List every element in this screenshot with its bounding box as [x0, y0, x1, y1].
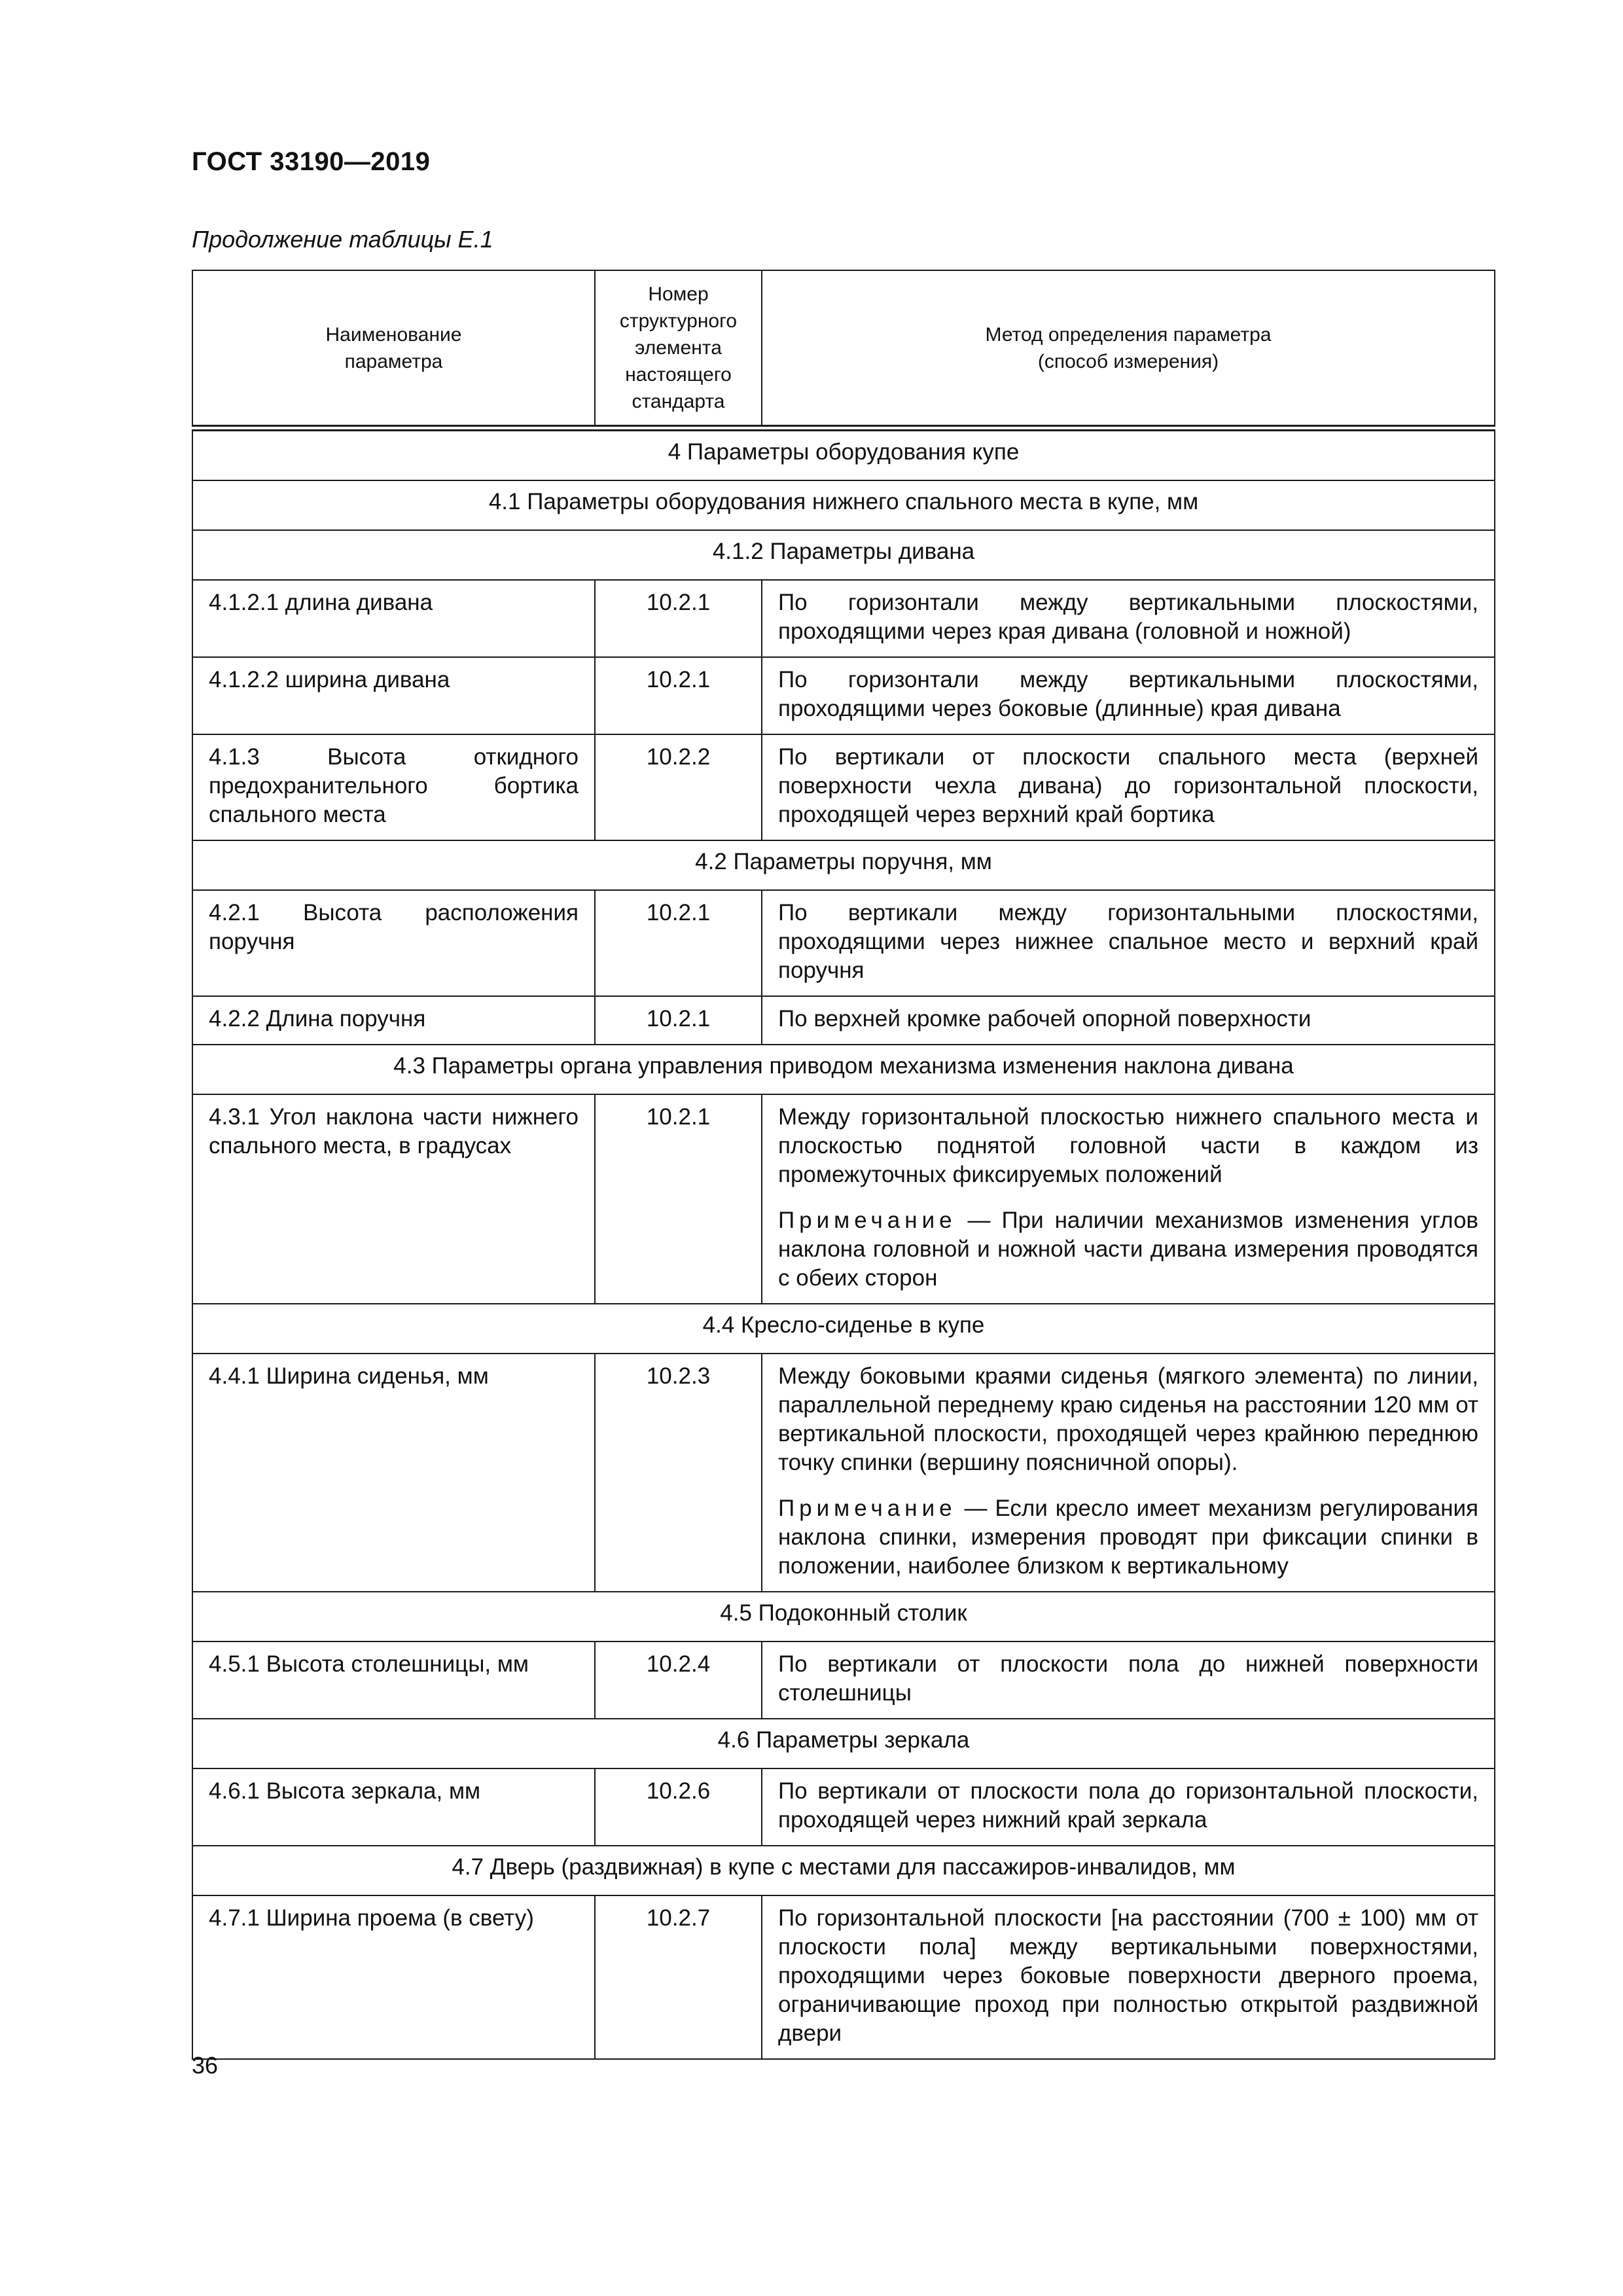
- parameters-table: [192, 270, 1495, 2060]
- clause-number-cell: 10.2.4: [595, 1641, 762, 1719]
- note-label: Примечание: [778, 1208, 957, 1233]
- note-text: — Если кресло имеет механизм регулирования наклона спинки, измерения проводят при фиксации спинки в положении, наиболее близком к вертикальному: [778, 1496, 1478, 1579]
- parameter-cell: 4.1.2.2 ширина дивана: [192, 657, 595, 734]
- method-cell: [762, 1895, 1495, 2059]
- method-cell: [762, 1768, 1495, 1846]
- column-header-clause: Номер структурного элемента настоящего стандарта: [595, 270, 762, 428]
- method-note: [778, 1206, 1478, 1293]
- parameter-cell: 4.7.1 Ширина проема (в свету): [192, 1895, 595, 2059]
- table-row: [192, 734, 1495, 840]
- method-text: По вертикали между горизонтальными плоскостями, проходящими через нижнее спальное место и верхний край поручня: [778, 900, 1478, 983]
- method-text: По вертикали от плоскости пола до горизонтальной плоскости, проходящей через нижний край зеркала: [778, 1778, 1478, 1833]
- clause-number-cell: 10.2.3: [595, 1354, 762, 1592]
- method-cell: [762, 1641, 1495, 1719]
- section-heading: 4.3 Параметры органа управления приводом механизма изменения наклона дивана: [192, 1045, 1495, 1094]
- table-caption: Продолжение таблицы Е.1: [192, 226, 493, 253]
- section-heading: 4 Параметры оборудования купе: [192, 428, 1495, 480]
- section-row: [192, 1045, 1495, 1094]
- note-label: Примечание: [778, 1496, 957, 1521]
- section-row: [192, 840, 1495, 890]
- parameter-cell: 4.5.1 Высота столешницы, мм: [192, 1641, 595, 1719]
- table-row: [192, 890, 1495, 996]
- method-text: По горизонтали между вертикальными плоскостями, проходящими через боковые (длинные) края дивана: [778, 667, 1478, 721]
- table-row: [192, 1641, 1495, 1719]
- parameter-cell: 4.2.1 Высота расположения поручня: [192, 890, 595, 996]
- parameter-cell: 4.2.2 Длина поручня: [192, 996, 595, 1045]
- parameter-cell: 4.1.3 Высота откидного предохранительного бортика спального места: [192, 734, 595, 840]
- table-row: [192, 657, 1495, 734]
- method-text: Между боковыми краями сиденья (мягкого элемента) по линии, параллельной переднему краю сиденья на расстоянии 120 мм от вертикальной плоскости, проходящей через крайнюю переднюю точку спинки (вершину поясничной опоры).: [778, 1363, 1478, 1475]
- section-heading: 4.2 Параметры поручня, мм: [192, 840, 1495, 890]
- column-header-parameter: Наименование параметра: [192, 270, 595, 428]
- method-cell: [762, 734, 1495, 840]
- section-heading: 4.5 Подоконный столик: [192, 1592, 1495, 1641]
- table-body: [192, 428, 1495, 2059]
- section-row: [192, 530, 1495, 580]
- table-row: [192, 1895, 1495, 2059]
- note-text: — При наличии механизмов изменения углов наклона головной и ножной части дивана измерения проводятся с обеих сторон: [778, 1208, 1478, 1291]
- method-text: По горизонтальной плоскости [на расстоянии (700 ± 100) мм от плоскости пола] между вертикальными поверхностями, проходящими через боковые поверхности дверного проема, ограничивающие проход при полностью открытой раздвижной двери: [778, 1905, 1478, 2046]
- clause-number-cell: 10.2.1: [595, 996, 762, 1045]
- method-text: По горизонтали между вертикальными плоскостями, проходящими через края дивана (головной и ножной): [778, 590, 1478, 644]
- document-header: ГОСТ 33190—2019: [192, 147, 431, 176]
- table-row: [192, 1768, 1495, 1846]
- method-text: По вертикали от плоскости спального места (верхней поверхности чехла дивана) до горизонтальной плоскости, проходящей через верхний край бортика: [778, 744, 1478, 827]
- section-row: [192, 1719, 1495, 1768]
- method-note: [778, 1494, 1478, 1581]
- section-row: [192, 1592, 1495, 1641]
- parameter-cell: 4.1.2.1 длина дивана: [192, 580, 595, 657]
- parameter-cell: 4.3.1 Угол наклона части нижнего спального места, в градусах: [192, 1094, 595, 1304]
- method-cell: [762, 1094, 1495, 1304]
- method-text: По верхней кромке рабочей опорной поверхности: [778, 1006, 1311, 1031]
- table-row: [192, 1094, 1495, 1304]
- section-row: [192, 1846, 1495, 1895]
- table-row: [192, 1354, 1495, 1592]
- section-row: [192, 480, 1495, 530]
- clause-number-cell: 10.2.6: [595, 1768, 762, 1846]
- clause-number-cell: 10.2.2: [595, 734, 762, 840]
- clause-number-cell: 10.2.1: [595, 1094, 762, 1304]
- page-number: 36: [192, 2052, 219, 2079]
- clause-number-cell: 10.2.7: [595, 1895, 762, 2059]
- method-cell: [762, 657, 1495, 734]
- clause-number-cell: 10.2.1: [595, 580, 762, 657]
- section-row: [192, 1304, 1495, 1354]
- parameter-cell: 4.6.1 Высота зеркала, мм: [192, 1768, 595, 1846]
- table-row: [192, 996, 1495, 1045]
- clause-number-cell: 10.2.1: [595, 657, 762, 734]
- section-row: [192, 428, 1495, 480]
- parameter-cell: 4.4.1 Ширина сиденья, мм: [192, 1354, 595, 1592]
- method-cell: [762, 1354, 1495, 1592]
- method-cell: [762, 580, 1495, 657]
- table-row: [192, 580, 1495, 657]
- column-header-method: Метод определения параметра (способ измерения): [762, 270, 1495, 428]
- section-heading: 4.4 Кресло-сиденье в купе: [192, 1304, 1495, 1354]
- method-text: По вертикали от плоскости пола до нижней поверхности столешницы: [778, 1651, 1478, 1706]
- method-cell: [762, 890, 1495, 996]
- table-header-row: [192, 270, 1495, 428]
- method-text: Между горизонтальной плоскостью нижнего спального места и плоскостью поднятой головной части в каждом из промежуточных фиксируемых положений: [778, 1104, 1478, 1187]
- method-cell: [762, 996, 1495, 1045]
- section-heading: 4.1.2 Параметры дивана: [192, 530, 1495, 580]
- section-heading: 4.7 Дверь (раздвижная) в купе с местами для пассажиров-инвалидов, мм: [192, 1846, 1495, 1895]
- section-heading: 4.1 Параметры оборудования нижнего спального места в купе, мм: [192, 480, 1495, 530]
- section-heading: 4.6 Параметры зеркала: [192, 1719, 1495, 1768]
- clause-number-cell: 10.2.1: [595, 890, 762, 996]
